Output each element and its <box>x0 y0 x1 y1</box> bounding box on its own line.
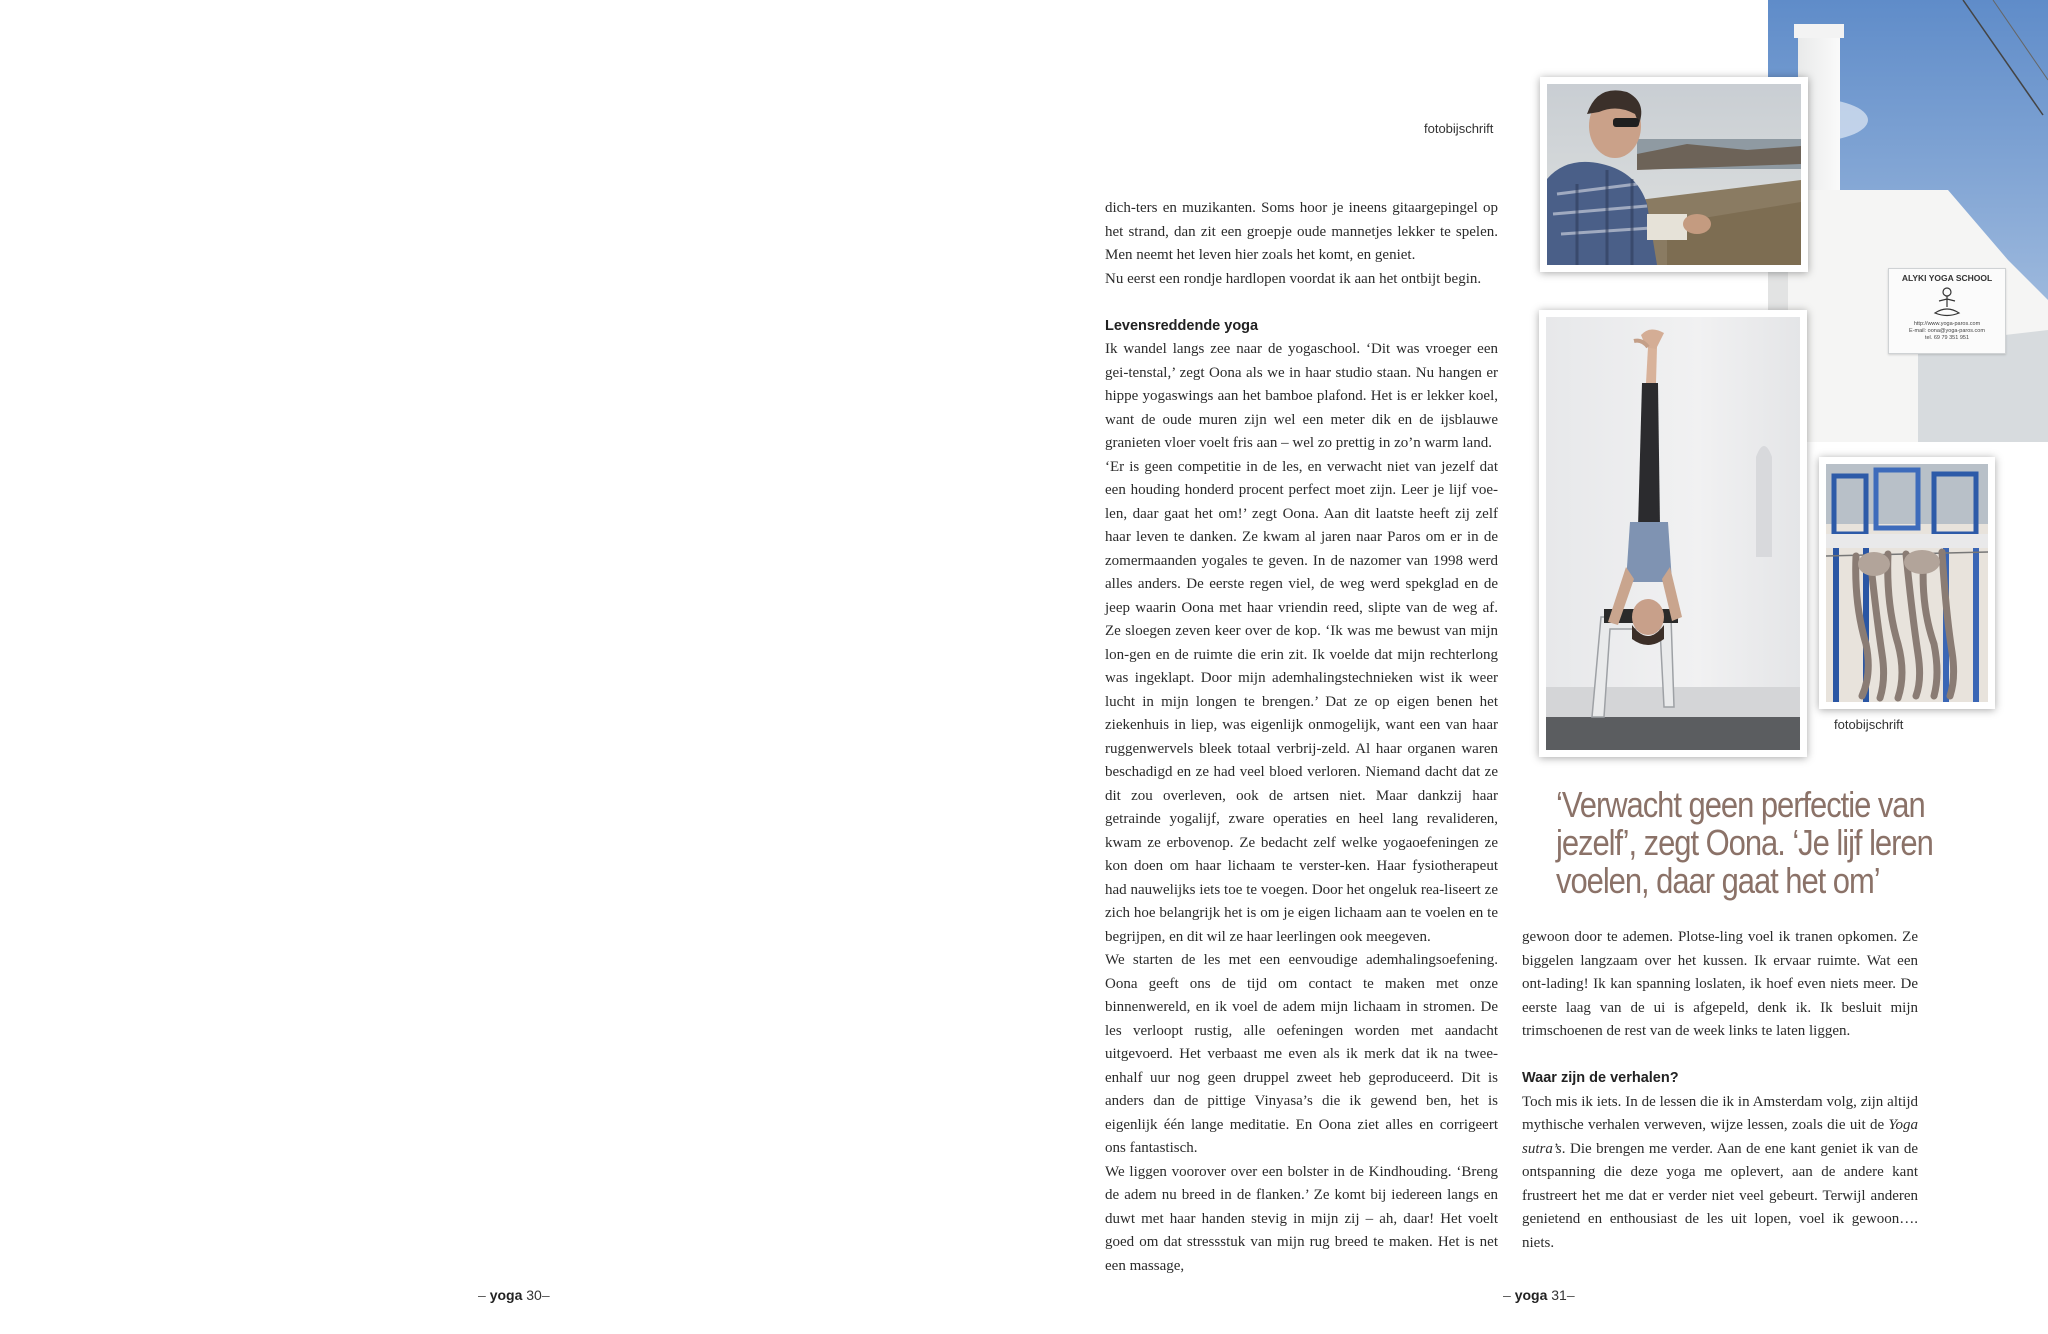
portrait-photo <box>1540 77 1808 272</box>
paragraph: Ik wandel langs zee naar de yogaschool. ‘Dit was vroeger een gei-tenstal,’ zegt Oona als we in haar studio staan. Nu hangen er hippe yogaswings aan het bamboe plafond. Het is er lekker koel, want de oude muren zijn wel een meter dik en de ijsblauwe granieten vloer voelt fris aan – wel zo prettig in zo’n warm land. <box>1105 341 1498 451</box>
paragraph: gewoon door te ademen. Plotse-ling voel ik tranen opkomen. Ze biggelen langzaam over het kussen. Ik ervaar ruimte. Wat een ont-lading! Ik kan spanning loslaten, ik hoef even niets meer. De eerste laag van de ui is afgepeld, denk ik. Ik besluit mijn trimschoenen de rest van de week links te laten liggen. <box>1522 929 1918 1039</box>
folio-word: yoga <box>489 1287 523 1303</box>
headstand-photo <box>1539 310 1807 757</box>
folio-dash: – <box>1503 1287 1511 1303</box>
paragraph <box>1522 1091 1918 1256</box>
octopus-photo <box>1819 457 1995 709</box>
sign-line: http://www.yoga-paros.com <box>1913 321 1981 327</box>
building-photo <box>1768 0 2048 442</box>
folio-number: 30 <box>526 1287 542 1303</box>
text-span: Toch mis ik iets. In de lessen die ik in Amsterdam volg, zijn altijd mythische verhalen verweven, wijze lessen, zoals die uit de <box>1522 1093 1918 1133</box>
pull-quote: ‘Verwacht geen perfectie van jezelf’, zegt Oona. ‘Je lijf leren voelen, daar gaat het om’ <box>1556 784 1933 901</box>
folio-dash: – <box>541 1287 550 1303</box>
folio-number: 31 <box>1551 1287 1567 1303</box>
folio-dash: – <box>478 1287 486 1303</box>
folio-dash: – <box>1566 1287 1575 1303</box>
paragraph: We liggen voorover over een bolster in de Kindhouding. ‘Breng de adem nu breed in de flanken.’ Ze komt bij iedereen langs en duwt met haar handen stevig in mijn zij – ah, daar! Het voelt goed om dat stressstuk van mijn rug breed te maken. Het is net een massage, <box>1105 1163 1498 1274</box>
yoga-school-sign <box>1888 268 2006 354</box>
sign-line: tel. 69 79 351 951 <box>1924 335 1970 341</box>
sign-title: ALYKI YOGA SCHOOL <box>1901 273 1993 283</box>
paragraph: We starten de les met een eenvoudige ademhalingsoefening. Oona geeft ons de tijd om contact te maken met onze binnenwereld, en ik voel de adem mijn lichaam in stromen. De les verloopt rustig, alle oefeningen worden met aandacht uitgevoerd. Het verbaast me even als ik merk dat ik na twee-enhalf uur nog geen druppel zweet heb geproduceerd. Dit is anders dan de pittige Vinyasa’s die ik gewend ben, het is eigenlijk één lange meditatie. En Oona ziet alles en corrigeert ons fantastisch. <box>1105 952 1498 1156</box>
paragraph: dich-ters en muzikanten. Soms hoor je ineens gitaargepingel op het strand, dan zit een groepje oude mannetjes lekker te spelen. Men neemt het leven hier zoals het komt, en geniet. <box>1105 200 1498 263</box>
article-column-2 <box>1522 926 1918 1255</box>
article-column-1 <box>1105 197 1498 1278</box>
paragraph: ‘Er is geen competitie in de les, en verwacht niet van jezelf dat een houding honderd procent perfect moet zijn. Leer je lijf voe-len, daar gaat het om!’ zegt Oona. Aan dit laatste heeft zij zelf haar leven te danken. Ze kwam al jaren naar Paros om er in de zomermaanden yogales te geven. In de nazomer van 1998 werd alles anders. De eerste regen viel, de weg werd spekglad en de jeep waarin Oona met haar vriendin reed, slipte van de weg af. Ze sloegen zeven keer over de kop. ‘Ik was me bewust van mijn lon-gen en de ruimte die erin zit. Ik voelde dat mijn rechterlong was ingeklapt. Door mijn ademhalingstechnieken wist ik weer lucht in mijn longen te brengen.’ Dat ze op eigen benen het ziekenhuis in liep, was eigenlijk onmogelijk, want een van haar ruggenwervels bleek totaal verbrij-zeld. Al haar organen waren beschadigd en ze had veel bloed verloren. Niemand dacht dat ze dit zou overleven, ook de artsen niet. Maar dankzij haar getrainde yogalijf, zware operaties en heel lang revalideren, kwam ze erbovenop. Ze bedacht zelf welke yogaoefeningen ze kon doen om haar lichaam te verster-ken. Haar fysiotherapeut had nauwelijks iets toe te voegen. Door het ongeluk rea-liseert ze zich hoe belangrijk het is om je eigen lichaam aan te voelen en te begrijpen, en dit wil ze haar leerlingen ook meegeven. <box>1105 458 1498 945</box>
photo-caption-top: fotobijschrift <box>1424 121 1494 136</box>
photo-caption-right: fotobijschrift <box>1834 717 1904 732</box>
section-heading: Waar zijn de verhalen? <box>1522 1070 1679 1086</box>
section-heading: Levensreddende yoga <box>1105 317 1259 334</box>
folio-word: yoga <box>1514 1287 1548 1303</box>
sign-line: E-mail: oona@yoga-paros.com <box>1909 328 1985 334</box>
book-title: Yoga sutra’s <box>1522 1117 1918 1157</box>
text-span: . Die brengen me verder. Aan de ene kant geniet ik van de ontspanning die deze yoga me oplevert, aan de andere kant frustreert het me dat er verder niet veel gebeurt. Terwijl anderen genietend en enthousiast de les uit lopen, voel ik gewoon…. niets. <box>1522 1140 1918 1251</box>
paragraph: Nu eerst een rondje hardlopen voordat ik aan het ontbijt begin. <box>1105 270 1482 287</box>
folio-left <box>478 1287 550 1303</box>
folio-right <box>1503 1287 1575 1303</box>
meditation-figure-icon <box>1927 285 1967 321</box>
